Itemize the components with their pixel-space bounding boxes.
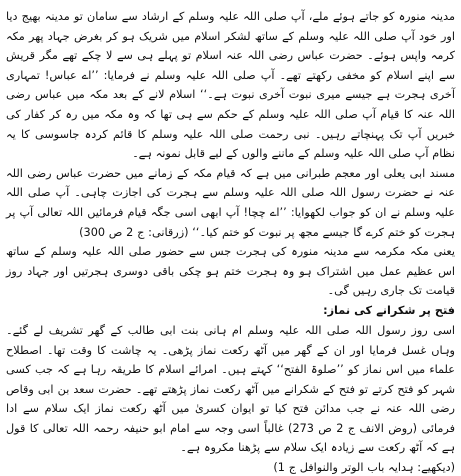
paragraph-3: یعنی مکہ مکرمہ سے مدینہ منورہ کی ہجرت جس سے حضور صلی اللہ علیہ وسلم کے ساتھ اس عظیم عمل میں اشتراک ہو وہ ہجرت ختم ہو چکی باقی دوسری ہجرتیں اور جہاد روز قیامت تک جاری رہیں گی۔ [6, 245, 455, 298]
paragraph-4: اسی روز رسول اللہ صلی اللہ علیہ وسلم ام ہانی بنت ابی طالب کے گھر تشریف لے گئے۔ وہاں غسل فرمایا اور ان کے گھر میں آٹھ رکعت نماز پڑھی۔ یہ چاشت کا وقت تھا۔ اصطلاح علماء میں اس نماز کو ’’صلوۃ الفتح‘‘ کہتے ہیں۔ امرائے اسلام کا طریقہ رہا ہے کہ جب کسی شہر کو فتح کرتے تو فتح کے شکرانے میں آٹھ رکعت نماز پڑھتے تھے۔ حضرت سعد بن ابی وقاص رضی اللہ عنہ نے جب مدائن فتح کیا تو ایوان کسریٰ میں آٹھ رکعت نماز ایک سلام سے ادا فرمائی (روض الانف ج 2 ص 273) غالباً اسی وجہ سے امام ابو حنیفہ رحمہ اللہ تعالی کا قول ہے کہ آٹھ رکعت سے زیادہ ایک سلام سے پڑھنا مکروہ ہے۔ [6, 323, 455, 455]
paragraph-2: مسند ابی یعلی اور معجم طبرانی میں ہے کہ قیام مکہ کے زمانے میں حضرت عباس رضی اللہ عنہ نے حضرت رسول اللہ صلی اللہ علیہ وسلم سے ہجرت کی اجازت چاہی۔ آپ صلی اللہ علیہ وسلم نے ان کو جواب لکھوایا: ’’اے چچا! آپ ابھی اسی جگہ قیام فرمائیں اللہ تعالی آپ پر ہجرت کو ختم کرے گا جیسے مجھ پر نبوت کو ختم کیا۔‘‘ (زرقانی: ج 2 ص 300) [6, 166, 455, 239]
reference-note: (دیکھیے: ہدایہ باب الوتر والنوافل ج 1) [273, 461, 455, 475]
urdu-article [6, 7, 455, 476]
section-heading: فتح پر شکرانے کی نماز: [323, 303, 455, 317]
paragraph-1: مدینہ منورہ کو جاتے ہوئے ملے، آپ صلی اللہ علیہ وسلم کے ارشاد سے سامان تو مدینہ بھیج دیا اور خود آپ صلی اللہ علیہ وسلم کے ساتھ لشکر اسلام میں شریک ہو کر بغرض جہاد پھر مکہ کرمہ واپس ہوئے۔ حضرت عباس رضی اللہ عنہ اسلام تو پہلے ہی سے لا چکے تھے مگر قریش سے اپنے اسلام کو مخفی رکھتے تھے۔ آپ صلی اللہ علیہ وسلم نے فرمایا: ’’اے عباس! تمہاری آخری ہجرت ہے جیسے میری نبوت آخری نبوت ہے۔‘‘ اسلام لانے کے بعد مکہ میں عباس رضی اللہ عنہ کا قیام آپ صلی اللہ علیہ وسلم کے حکم سے ہی تھا کہ وہ مکہ میں رہ کر کفار کی خبریں آپ تک پہنچاتے رہیں۔ نبی رحمت صلی اللہ علیہ وسلم کا قائم کردہ جاسوسی کا یہ نظام آپ صلی اللہ علیہ وسلم کے ماننے والوں کے لیے قابل نمونہ ہے۔ [6, 10, 455, 161]
